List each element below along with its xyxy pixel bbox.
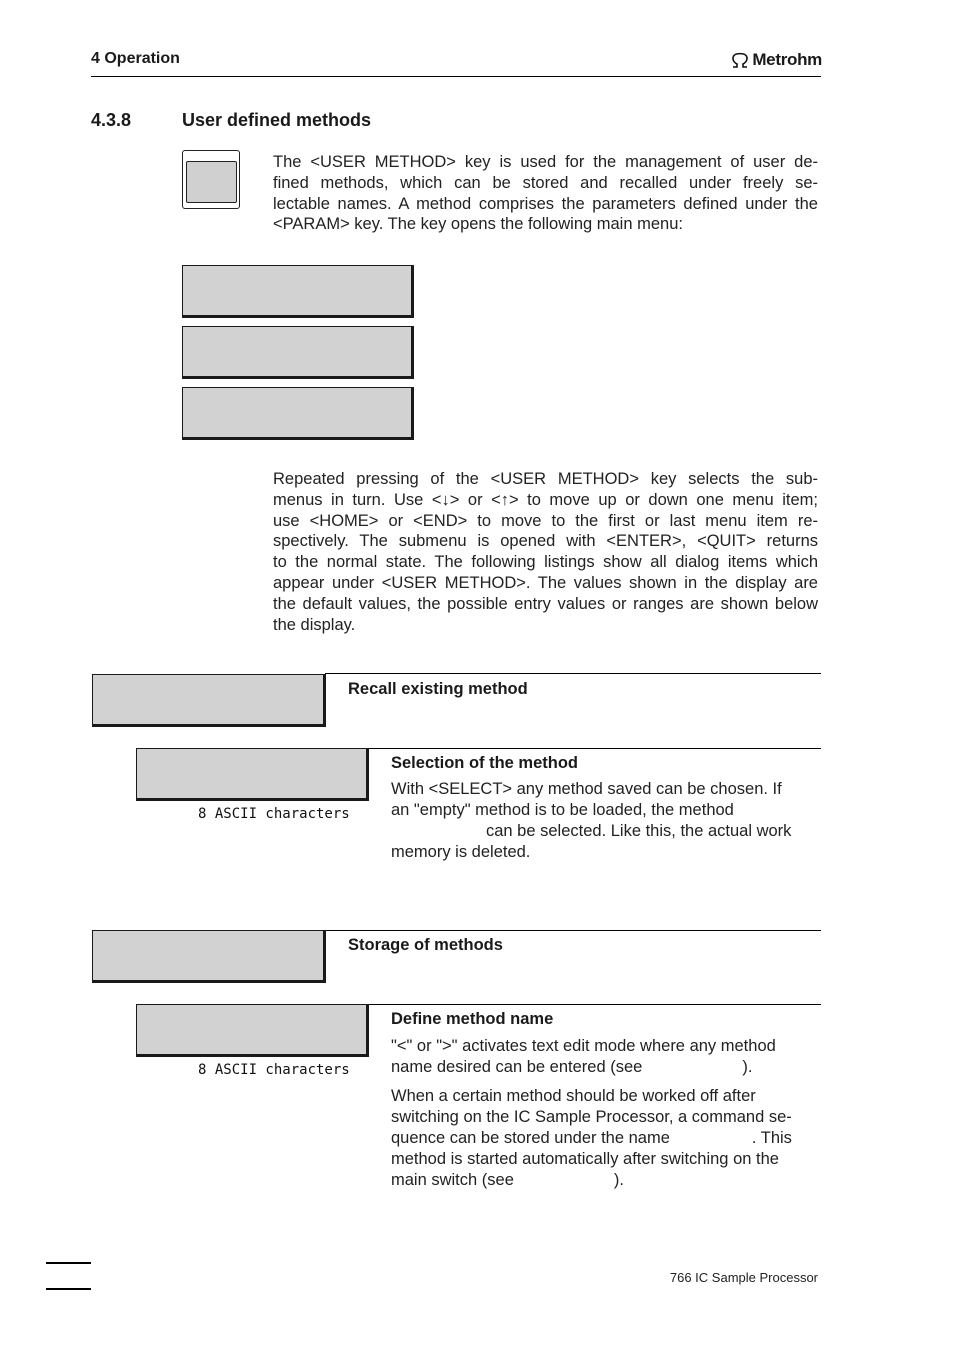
- autostart-text-part: . This: [751, 1129, 792, 1147]
- selection-rule: [368, 748, 821, 749]
- selection-text-line: can be selected. Like this, the actual work: [486, 822, 792, 840]
- intro-paragraph: [273, 152, 818, 235]
- section-title: User defined methods: [182, 110, 372, 130]
- storage-menu-display: [92, 930, 326, 983]
- main-menu-display-2: [182, 326, 414, 379]
- define-name-text-part: name desired can be entered (see: [391, 1058, 643, 1076]
- user-method-key-face: [186, 161, 237, 203]
- define-name-range: 8 ASCII characters: [198, 1062, 350, 1078]
- brand-name: Metrohm: [752, 50, 822, 69]
- selection-range: 8 ASCII characters: [198, 806, 350, 822]
- main-menu-display-3: [182, 387, 414, 440]
- autostart-text: [391, 1086, 811, 1191]
- autostart-text-line: When a certain method should be worked off after: [391, 1087, 756, 1105]
- autostart-text-part: quence can be stored under the name: [391, 1129, 670, 1147]
- description-line: to the normal state. The following listings show all dialog items which: [273, 553, 818, 572]
- autostart-text-line: switching on the IC Sample Processor, a command se-: [391, 1108, 792, 1126]
- define-name-text-line: "<" or ">" activates text edit mode where any method: [391, 1037, 776, 1055]
- footer-mark-top: [46, 1262, 91, 1264]
- autostart-text-line: [391, 1128, 811, 1149]
- selection-display: [136, 748, 369, 801]
- storage-rule: [325, 930, 821, 931]
- define-name-text-line: [391, 1057, 776, 1078]
- omega-logo-icon: [730, 51, 750, 69]
- description-line: the display.: [273, 615, 356, 634]
- description-line: appear under <USER METHOD>. The values shown in the display are: [273, 573, 818, 592]
- define-name-text: [391, 1036, 776, 1078]
- recall-menu-display: [92, 674, 326, 727]
- description-paragraph: [273, 469, 818, 635]
- autostart-text-part: ).: [613, 1171, 624, 1189]
- description-line: spectively. The submenu is opened with <ENTER>, <QUIT> returns: [273, 532, 818, 551]
- autostart-text-line: [391, 1170, 811, 1191]
- intro-line: lectable names. A method comprises the parameters defined under the: [273, 194, 818, 213]
- storage-title: Storage of methods: [348, 936, 503, 954]
- main-menu-display-1: [182, 265, 414, 318]
- autostart-text-part: main switch (see: [391, 1171, 514, 1189]
- autostart-text-line: method is started automatically after switching on the: [391, 1150, 779, 1168]
- define-name-title: Define method name: [391, 1010, 554, 1028]
- header-rule: [91, 76, 821, 77]
- selection-text: [391, 779, 791, 863]
- description-line: the default values, the possible entry values or ranges are shown below: [273, 594, 818, 613]
- intro-line: The <USER METHOD> key is used for the management of user de-: [273, 153, 818, 171]
- description-line: Repeated pressing of the <USER METHOD> key selects the sub-: [273, 470, 818, 488]
- define-name-text-part: ).: [742, 1058, 753, 1076]
- define-name-display: [136, 1004, 369, 1057]
- intro-line: fined methods, which can be stored and recalled under freely se-: [273, 173, 818, 192]
- brand-logo: [730, 50, 822, 70]
- selection-text-line: With <SELECT> any method saved can be chosen. If: [391, 780, 782, 798]
- footer-product: 766 IC Sample Processor: [669, 1270, 818, 1285]
- selection-title: Selection of the method: [391, 754, 579, 772]
- section-number: 4.3.8: [91, 110, 132, 130]
- recall-title: Recall existing method: [348, 680, 528, 698]
- selection-text-line: an "empty" method is to be loaded, the method: [391, 801, 734, 819]
- define-name-rule: [368, 1004, 821, 1005]
- selection-text-line: memory is deleted.: [391, 843, 531, 861]
- recall-rule: [325, 673, 821, 674]
- footer-mark-bottom: [46, 1288, 91, 1290]
- description-line: use <HOME> or <END> to move to the first or last menu item re-: [273, 511, 818, 530]
- description-line: menus in turn. Use <↓> or <↑> to move up or down one menu item;: [273, 490, 818, 509]
- intro-line: <PARAM> key. The key opens the following main menu:: [273, 215, 683, 234]
- running-header-section: 4 Operation: [91, 50, 180, 67]
